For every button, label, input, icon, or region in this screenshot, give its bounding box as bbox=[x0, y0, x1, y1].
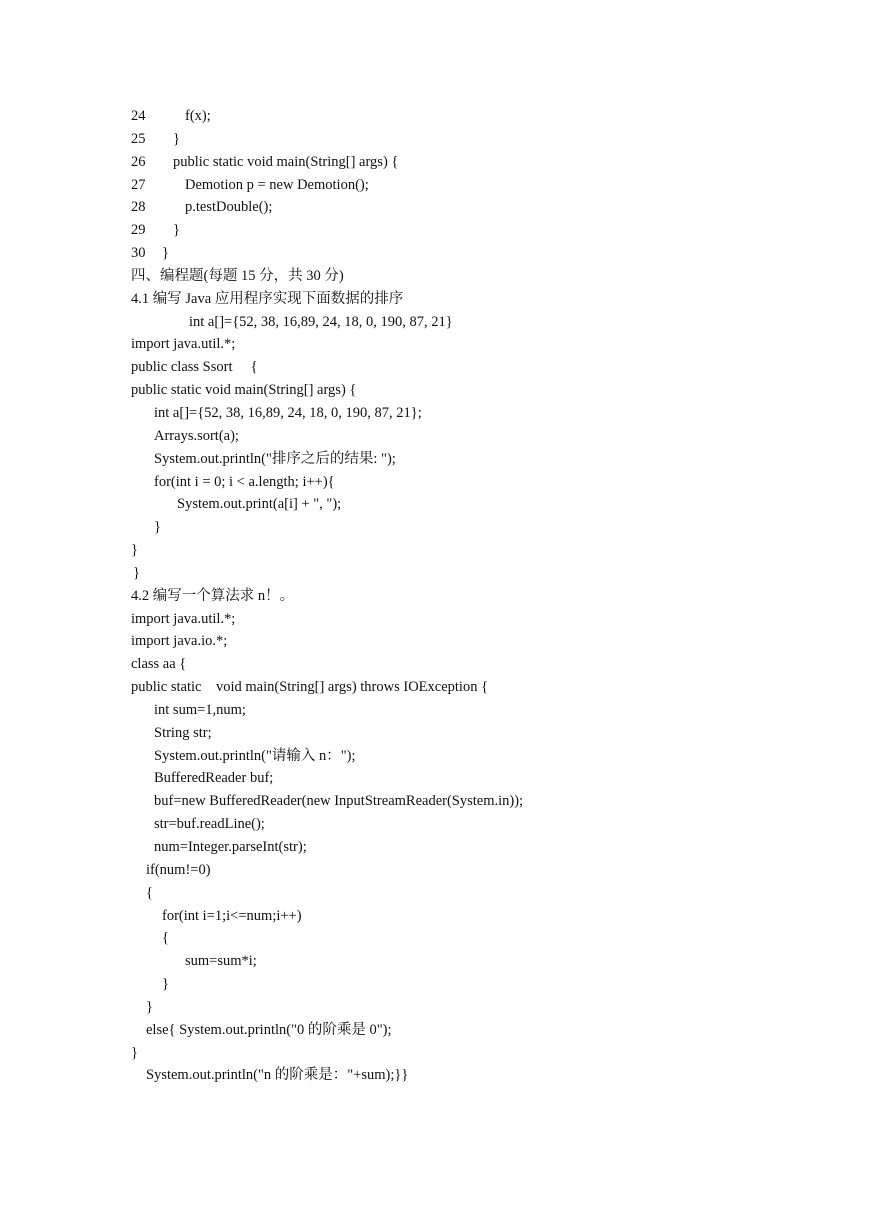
q1-code-line: System.out.println("排序之后的结果: "); bbox=[154, 450, 396, 467]
code-text: f(x); bbox=[185, 108, 211, 124]
line-number: 29 bbox=[131, 222, 146, 239]
question-4-1-data: int a[]={52, 38, 16,89, 24, 18, 0, 190, 87, 21} bbox=[189, 313, 453, 330]
q2-code-line: sum=sum*i; bbox=[185, 953, 257, 970]
question-4-1-title: 4.1 编写 Java 应用程序实现下面数据的排序 bbox=[131, 290, 404, 307]
code-line-28 bbox=[0, 196, 869, 219]
q1-code-line: public static void main(String[] args) { bbox=[131, 382, 357, 399]
q1-code-line: System.out.print(a[i] + ", "); bbox=[177, 496, 342, 513]
q2-code-line: } bbox=[146, 998, 153, 1015]
code-text: Demotion p = new Demotion(); bbox=[185, 176, 369, 193]
q2-code-line: num=Integer.parseInt(str); bbox=[154, 839, 307, 855]
q1-code-line: } bbox=[154, 519, 161, 536]
code-text: } bbox=[173, 222, 180, 239]
q2-code-line: String str; bbox=[154, 724, 212, 741]
q2-code-line: class aa { bbox=[131, 656, 187, 673]
q2-code-line: { bbox=[146, 884, 153, 901]
q2-code-line: } bbox=[162, 976, 169, 993]
question-4-2-title: 4.2 编写一个算法求 n！。 bbox=[131, 587, 295, 604]
q2-code-line: { bbox=[162, 930, 169, 947]
q2-code-line: else{ System.out.println("0 的阶乘是 0"); bbox=[146, 1021, 392, 1038]
q2-code-line: buf=new BufferedReader(new InputStreamReader(System.in)); bbox=[154, 793, 524, 810]
q2-code-line: System.out.println("n 的阶乘是："+sum);}} bbox=[146, 1067, 409, 1084]
line-number: 28 bbox=[131, 199, 146, 216]
q1-code-line: import java.util.*; bbox=[131, 336, 236, 353]
code-line-26 bbox=[0, 151, 869, 174]
line-number: 25 bbox=[131, 130, 146, 147]
q2-code-line: int sum=1,num; bbox=[154, 701, 246, 718]
code-text: } bbox=[162, 245, 169, 262]
code-text: } bbox=[173, 130, 180, 147]
q2-code-line: public static void main(String[] args) throws IOException { bbox=[131, 679, 489, 696]
code-text: p.testDouble(); bbox=[185, 199, 273, 216]
code-line-29 bbox=[0, 219, 869, 242]
q1-code-line: Arrays.sort(a); bbox=[154, 427, 239, 444]
q2-code-line: import java.io.*; bbox=[131, 633, 228, 650]
line-number: 26 bbox=[131, 153, 146, 170]
q2-code-line: for(int i=1;i<=num;i++) bbox=[162, 907, 302, 924]
section-heading: 四、编程题(每题 15 分，共 30 分) bbox=[131, 267, 344, 284]
q1-code-line: public class Ssort { bbox=[131, 359, 258, 376]
q2-code-line: import java.util.*; bbox=[131, 610, 236, 627]
q2-code-line: BufferedReader buf; bbox=[154, 770, 274, 787]
q2-code-line: if(num!=0) bbox=[146, 861, 211, 878]
q2-code-line: System.out.println("请输入 n："); bbox=[154, 747, 356, 764]
q2-code-line: } bbox=[131, 1044, 138, 1061]
q1-code-line: } bbox=[133, 564, 140, 581]
line-number: 30 bbox=[131, 245, 146, 262]
code-line-30 bbox=[0, 242, 869, 265]
line-number: 24 bbox=[131, 108, 146, 124]
document-page bbox=[0, 105, 869, 1087]
line-number: 27 bbox=[131, 176, 146, 193]
code-line-24 bbox=[0, 105, 869, 128]
code-text: public static void main(String[] args) { bbox=[173, 153, 399, 170]
code-line-27 bbox=[0, 174, 869, 197]
q1-code-line: } bbox=[131, 542, 138, 559]
q1-code-line: int a[]={52, 38, 16,89, 24, 18, 0, 190, 87, 21}; bbox=[154, 404, 422, 421]
q2-code-line: str=buf.readLine(); bbox=[154, 816, 265, 833]
q1-code-line: for(int i = 0; i < a.length; i++){ bbox=[154, 473, 335, 490]
code-line-25 bbox=[0, 128, 869, 151]
